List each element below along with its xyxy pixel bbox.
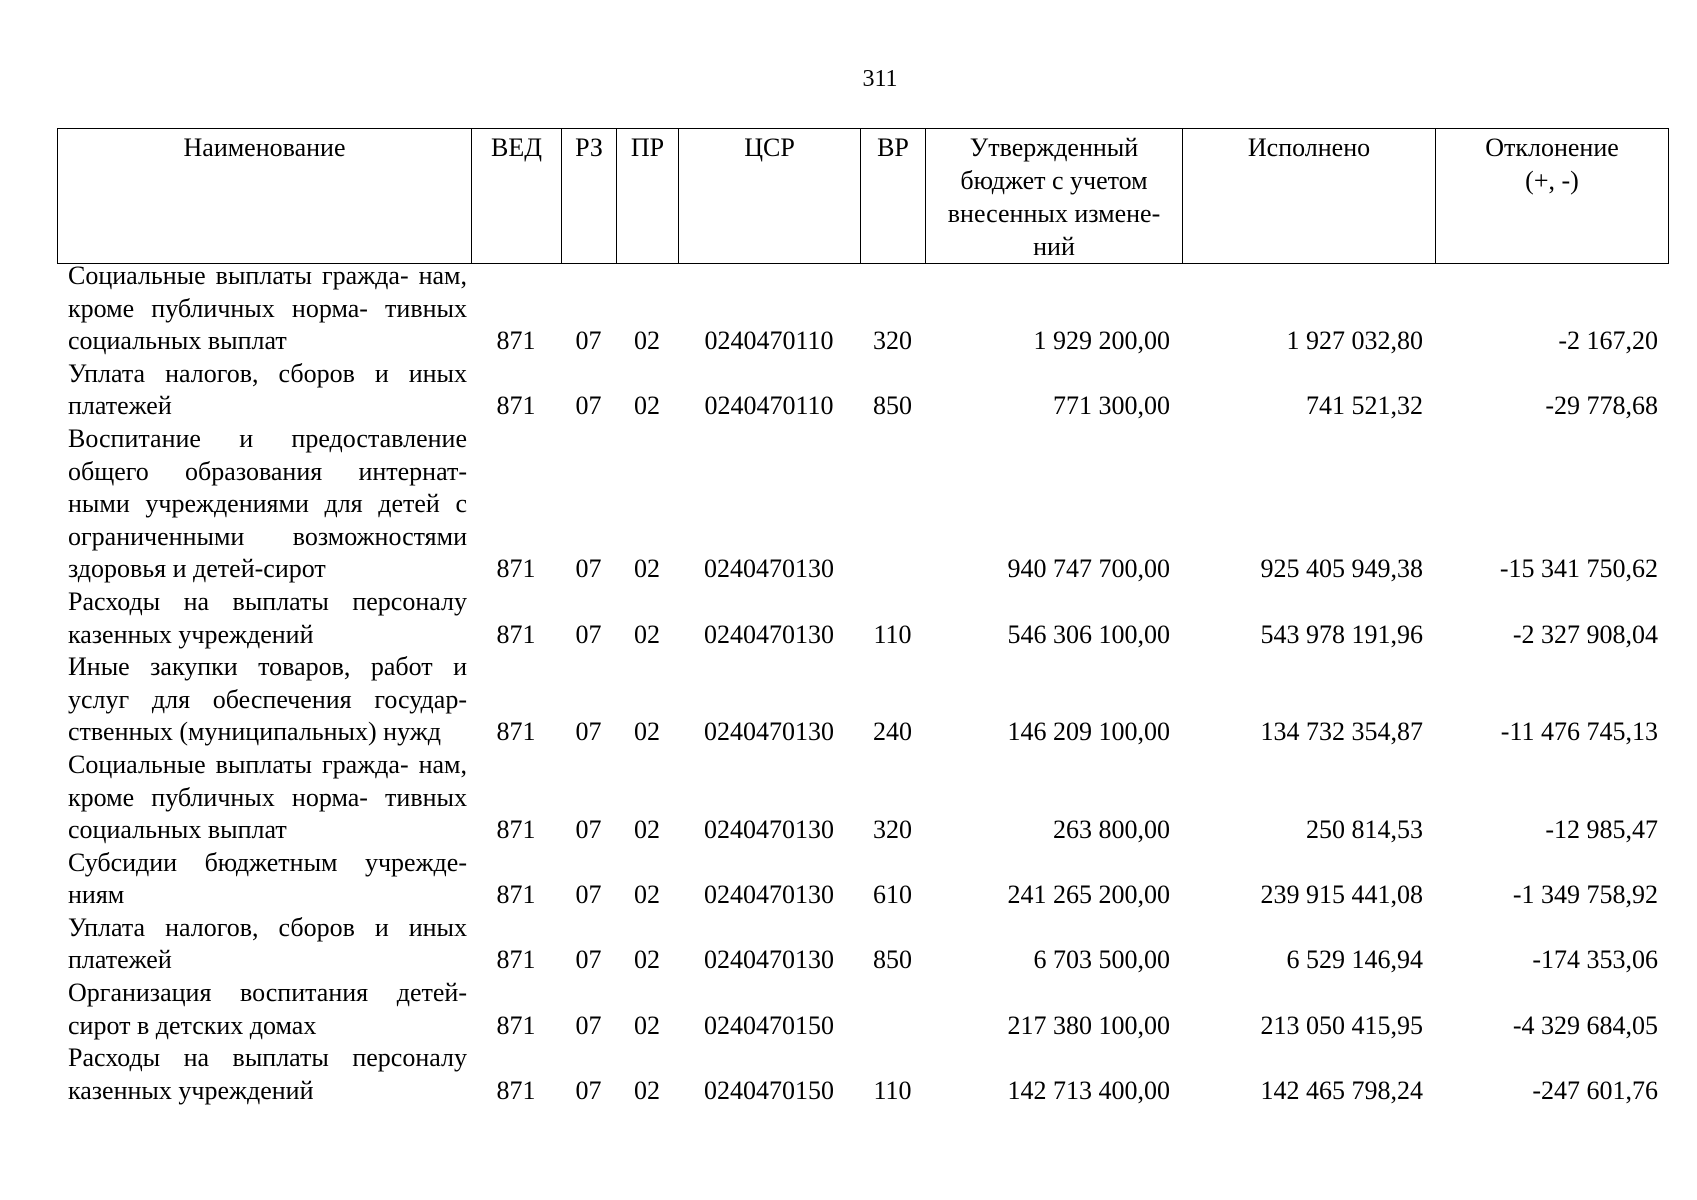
cell-deviation: -4 329 684,05 <box>1512 1010 1658 1040</box>
cell-ved: 871 <box>496 945 536 975</box>
table-body <box>57 260 1668 1107</box>
cell-vr: 610 <box>873 880 912 910</box>
cell-csr: 0240470130 <box>704 945 834 975</box>
cell-csr: 0240470130 <box>704 717 834 747</box>
cell-rz: 07 <box>575 945 602 975</box>
cell-budget: 940 747 700,00 <box>1007 554 1170 584</box>
cell-csr: 0240470130 <box>704 554 834 584</box>
cell-budget: 771 300,00 <box>1053 391 1170 421</box>
cell-rz: 07 <box>575 554 602 584</box>
cell-budget: 146 209 100,00 <box>1007 717 1170 747</box>
cell-deviation: -11 476 745,13 <box>1500 717 1658 747</box>
table-row <box>57 358 1668 423</box>
table-row <box>57 749 1668 847</box>
table-row <box>57 977 1668 1042</box>
cell-deviation: -15 341 750,62 <box>1499 554 1658 584</box>
cell-executed: 213 050 415,95 <box>1260 1010 1423 1040</box>
cell-rz: 07 <box>575 880 602 910</box>
cell-pr: 02 <box>634 391 660 421</box>
cell-ved: 871 <box>496 326 536 356</box>
cell-rz: 07 <box>575 717 602 747</box>
header-executed: Исполнено <box>1183 129 1436 264</box>
cell-budget: 142 713 400,00 <box>1007 1075 1170 1105</box>
cell-executed: 741 521,32 <box>1306 391 1423 421</box>
cell-ved: 871 <box>496 391 536 421</box>
cell-vr: 320 <box>873 815 912 845</box>
header-pr: ПР <box>617 129 679 264</box>
table-row <box>57 423 1668 586</box>
cell-pr: 02 <box>634 815 660 845</box>
table-row <box>57 651 1668 749</box>
cell-executed: 6 529 146,94 <box>1286 945 1423 975</box>
cell-pr: 02 <box>634 1075 660 1105</box>
cell-budget: 263 800,00 <box>1053 815 1170 845</box>
cell-executed: 543 978 191,96 <box>1260 619 1423 649</box>
cell-vr: 240 <box>873 717 912 747</box>
header-vr: ВР <box>861 129 926 264</box>
cell-rz: 07 <box>575 1075 602 1105</box>
cell-executed: 134 732 354,87 <box>1260 717 1423 747</box>
cell-ved: 871 <box>496 554 536 584</box>
cell-pr: 02 <box>634 326 660 356</box>
cell-vr: 110 <box>873 619 912 649</box>
cell-name: Расходы на выплаты персоналу казенных учреждений <box>68 1043 467 1105</box>
cell-csr: 0240470130 <box>704 619 834 649</box>
cell-rz: 07 <box>575 1010 602 1040</box>
cell-vr: 850 <box>873 391 912 421</box>
cell-vr: 110 <box>873 1075 912 1105</box>
cell-ved: 871 <box>496 1075 536 1105</box>
cell-csr: 0240470150 <box>704 1010 834 1040</box>
cell-csr: 0240470150 <box>704 1075 834 1105</box>
cell-deviation: -174 353,06 <box>1532 945 1658 975</box>
cell-deviation: -2 167,20 <box>1558 326 1658 356</box>
cell-deviation: -247 601,76 <box>1532 1075 1658 1105</box>
cell-budget: 6 703 500,00 <box>1033 945 1170 975</box>
cell-deviation: -1 349 758,92 <box>1512 880 1658 910</box>
cell-executed: 1 927 032,80 <box>1286 326 1423 356</box>
header-rz: РЗ <box>562 129 617 264</box>
page-number: 311 <box>862 66 898 92</box>
table-row <box>57 847 1668 912</box>
cell-deviation: -12 985,47 <box>1545 815 1658 845</box>
cell-csr: 0240470130 <box>704 880 834 910</box>
cell-ved: 871 <box>496 1010 536 1040</box>
cell-name: Социальные выплаты гражда- нам, кроме публичных норма- тивных социальных выплат <box>68 261 467 356</box>
cell-name: Воспитание и предоставление общего образования интернат- ными учреждениями для детей с ограниченными возможностями здоровья и детей-сирот <box>68 423 467 584</box>
header-budget: Утвержденный бюджет с учетом внесенных измене- ний <box>926 129 1183 264</box>
cell-csr: 0240470110 <box>704 391 834 421</box>
cell-budget: 217 380 100,00 <box>1007 1010 1170 1040</box>
table-row <box>57 260 1668 358</box>
cell-name: Социальные выплаты гражда- нам, кроме публичных норма- тивных социальных выплат <box>68 749 467 845</box>
header-csr: ЦСР <box>679 129 861 264</box>
cell-pr: 02 <box>634 1010 660 1040</box>
cell-rz: 07 <box>575 326 602 356</box>
table-row <box>57 1042 1668 1107</box>
cell-ved: 871 <box>496 880 536 910</box>
cell-rz: 07 <box>575 619 602 649</box>
cell-pr: 02 <box>634 945 660 975</box>
cell-deviation: -2 327 908,04 <box>1512 619 1658 649</box>
cell-name: Иные закупки товаров, работ и услуг для обеспечения государ- ственных (муниципальных) нужд <box>68 652 467 747</box>
table-row <box>57 912 1668 977</box>
cell-executed: 925 405 949,38 <box>1260 554 1423 584</box>
cell-budget: 1 929 200,00 <box>1033 326 1170 356</box>
cell-csr: 0240470130 <box>704 815 834 845</box>
cell-budget: 241 265 200,00 <box>1007 880 1170 910</box>
cell-vr: 850 <box>873 945 912 975</box>
header-deviation: Отклонение (+, -) <box>1436 129 1669 264</box>
cell-vr: 320 <box>873 326 912 356</box>
cell-executed: 239 915 441,08 <box>1260 880 1423 910</box>
cell-name: Уплата налогов, сборов и иных платежей <box>68 358 467 421</box>
cell-rz: 07 <box>575 391 602 421</box>
cell-name: Субсидии бюджетным учрежде- ниям <box>68 847 467 910</box>
cell-pr: 02 <box>634 717 660 747</box>
cell-name: Уплата налогов, сборов и иных платежей <box>68 912 467 975</box>
cell-executed: 250 814,53 <box>1306 815 1423 845</box>
cell-pr: 02 <box>634 554 660 584</box>
table-header <box>57 128 1669 264</box>
cell-ved: 871 <box>496 717 536 747</box>
table-row <box>57 586 1668 651</box>
cell-name: Организация воспитания детей- сирот в детских домах <box>68 978 467 1040</box>
cell-rz: 07 <box>575 815 602 845</box>
header-name: Наименование <box>58 129 472 264</box>
cell-deviation: -29 778,68 <box>1545 391 1658 421</box>
cell-budget: 546 306 100,00 <box>1007 619 1170 649</box>
cell-executed: 142 465 798,24 <box>1260 1075 1423 1105</box>
cell-pr: 02 <box>634 619 660 649</box>
cell-csr: 0240470110 <box>704 326 834 356</box>
header-ved: ВЕД <box>472 129 562 264</box>
cell-pr: 02 <box>634 880 660 910</box>
cell-ved: 871 <box>496 815 536 845</box>
cell-ved: 871 <box>496 619 536 649</box>
cell-name: Расходы на выплаты персоналу казенных учреждений <box>68 586 467 649</box>
